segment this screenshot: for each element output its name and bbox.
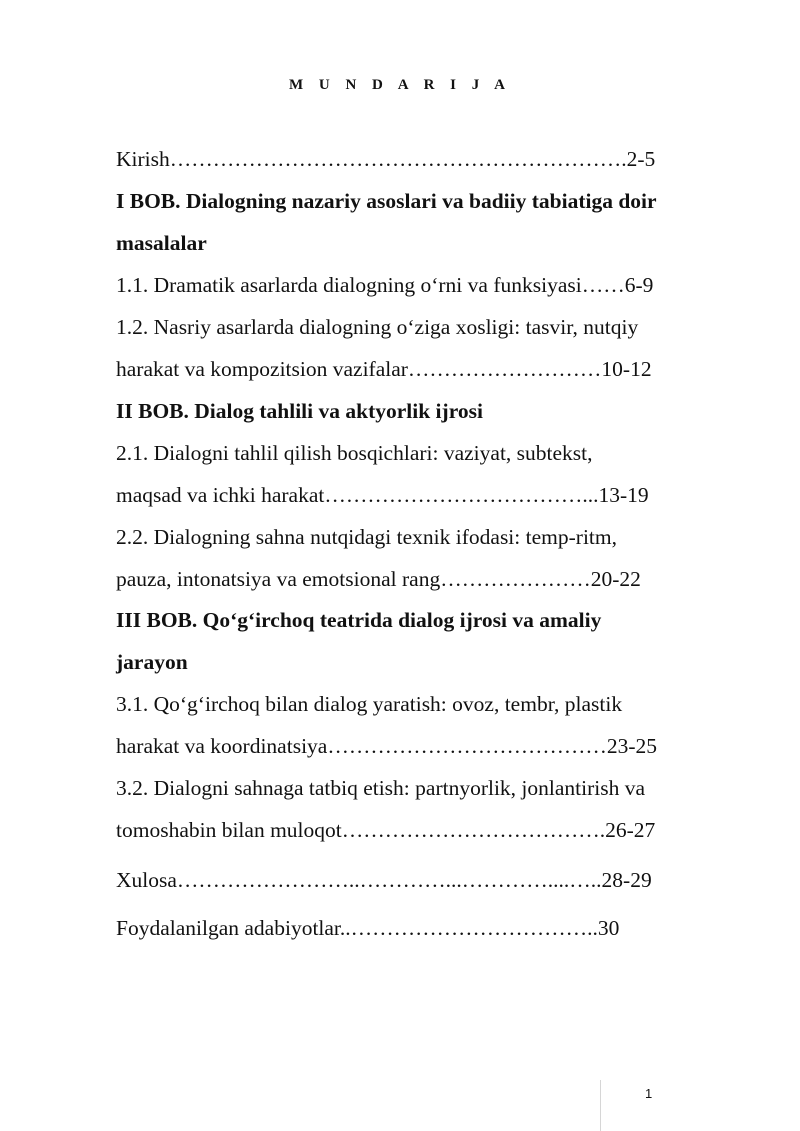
toc-entry-2-2-cont: pauza, intonatsiya va emotsional rang…………………20-22 <box>116 567 641 591</box>
toc-entry-1-2-cont: harakat va kompozitsion vazifalar………………………10-12 <box>116 357 652 381</box>
page-title: M U N D A R I J A <box>288 77 511 93</box>
toc-entry-3-2-cont: tomoshabin bilan muloqot……………………………….26-27 <box>116 818 656 842</box>
toc-chapter-2-heading: II BOB. Dialog tahlili va aktyorlik ijrosi <box>116 399 483 423</box>
toc-entry-1-1: 1.1. Dramatik asarlarda dialogning o‘rni va funksiyasi……6-9 <box>116 273 654 297</box>
toc-chapter-1-heading: I BOB. Dialogning nazariy asoslari va badiiy tabiatiga doir <box>116 189 657 213</box>
toc-entry-3-2: 3.2. Dialogni sahnaga tatbiq etish: partnyorlik, jonlantirish va <box>116 776 646 800</box>
toc-entry-conclusion: Xulosa……………………..…………...…………....…..28-29 <box>116 868 652 892</box>
toc-entry-2-2: 2.2. Dialogning sahna nutqidagi texnik ifodasi: temp-ritm, <box>116 525 617 549</box>
toc-chapter-1-heading-cont: masalalar <box>116 231 207 255</box>
toc-entry-1-2: 1.2. Nasriy asarlarda dialogning o‘ziga xosligi: tasvir, nutqiy <box>116 315 639 339</box>
toc-entry-3-1-cont: harakat va koordinatsiya…………………………………23-25 <box>116 734 657 758</box>
toc-entry-3-1: 3.1. Qo‘g‘irchoq bilan dialog yaratish: ovoz, tembr, plastik <box>116 692 623 716</box>
toc-chapter-3-heading-cont: jarayon <box>116 650 188 674</box>
footer-divider <box>600 1080 601 1131</box>
toc-entry-bibliography: Foydalanilgan adabiyotlar..……………………………..30 <box>116 916 620 940</box>
toc-entry-2-1-cont: maqsad va ichki harakat………………………………...13-19 <box>116 483 649 507</box>
page-number: 1 <box>645 1086 653 1101</box>
toc-entry-2-1: 2.1. Dialogni tahlil qilish bosqichlari: vaziyat, subtekst, <box>116 441 593 465</box>
toc-chapter-3-heading: III BOB. Qo‘g‘irchoq teatrida dialog ijrosi va amaliy <box>116 608 602 632</box>
toc-entry-intro: Kirish……………………………………………………….2-5 <box>116 147 656 171</box>
